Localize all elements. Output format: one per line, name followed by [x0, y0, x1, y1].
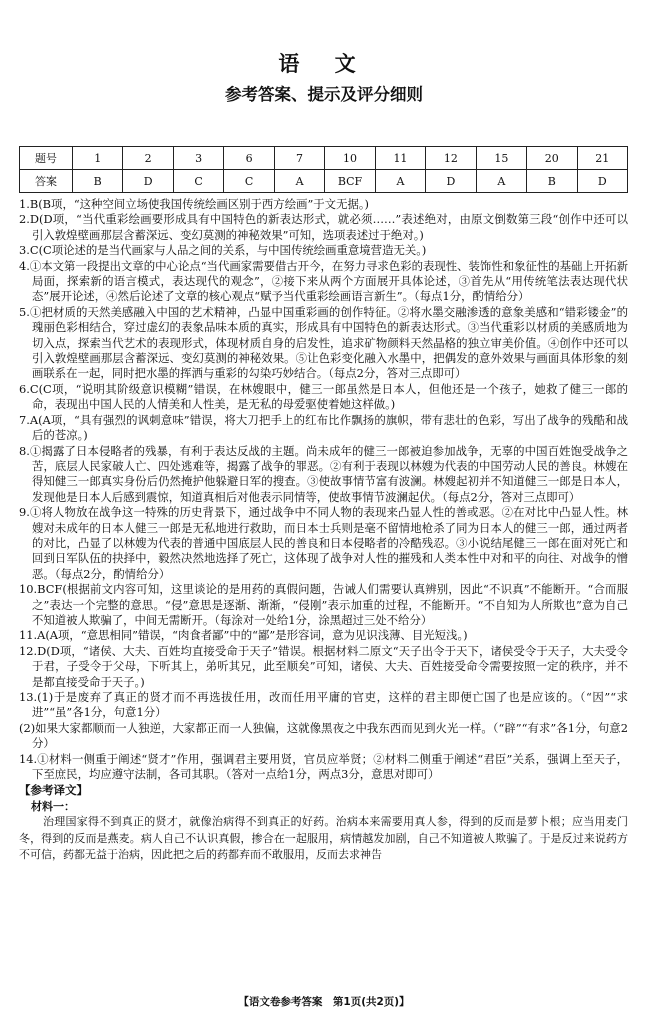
question-number-cell: 11 — [375, 147, 425, 170]
answer-cell: C — [224, 170, 274, 193]
answer-cell: D — [577, 170, 627, 193]
answer-item: 5.①把材质的天然美感融入中国的艺术精神，凸显中国重彩画的创作特征。②将水墨交融渗透的意象美感和“错彩镂金”的瑰丽色彩相结合，穿过虚幻的表象品味本质的真实，形成具有中国特色的新表达形式。③当代重彩以材质的美感质地为切入点，探索当代艺术的表现形式，体现材质自身的启发性，追求矿物颜料天然晶格的独立审美价值。④创作中还可以引入敦煌壁画那层含蓄深远、变幻莫测的神秘效果。⑤让色彩变化融入水墨中，把偶发的意外效果与画面具体形象的刻画联系在一起，同时把水墨的挥洒与重彩的勾染巧妙结合。（每点2分，答对三点即可） — [19, 304, 628, 381]
answer-item: 8.①揭露了日本侵略者的残暴，有利于表达反战的主题。尚未成年的健三一郎被迫参加战争，无辜的中国百姓饱受战争之苦，底层人民家破人亡、四处逃难等，揭露了战争的罪恶。②有利于表现以林嫂为代表的中国劳动人民的善良。林嫂在得知健三一郎真实身份后仍然掩护他躲避日军的搜查。③使故事情节富有波澜。林嫂起初并不知道健三一郎是日本人，发现他是日本人后感到震惊，知道真相后对他表示同情等，使故事情节波澜起伏。（每点2分，答对三点即可） — [19, 443, 628, 504]
question-number-cell: 1 — [73, 147, 123, 170]
answer-cell: B — [73, 170, 123, 193]
question-number-cell: 21 — [577, 147, 627, 170]
answer-item: 1.B(B项，“这种空间立场使我国传统绘画区别于西方绘画”于文无据。) — [19, 197, 369, 211]
answer-item: 3.C(C项论述的是当代画家与人品之间的关系，与中国传统绘画重意境营造无关。) — [19, 243, 427, 258]
answer-cell: A — [476, 170, 526, 193]
answer-cell: A — [274, 170, 324, 193]
answer-cell: C — [173, 170, 223, 193]
answer-item: 10.BCF(根据前文内容可知，这里谈论的是用药的真假问题，告诫人们需要认真辨别，因此“不识真”不能断开。“合而服之”表达一个完整的意思。“侵”意思是逐渐、渐渐，“侵刚”表示加重的过程，不能断开。“不自知为人所欺也”意为自己不知道被人欺骗了，中间无需断开。（每涂对一处给1分，涂黑超过三处不给分） — [19, 582, 628, 627]
answer-item: 7.A(A项，“具有强烈的讽刺意味”错误，将大刀把手上的红布比作飘扬的旗帜，带有悲壮的色彩，写出了战争的残酷和战后的苍凉。) — [19, 412, 628, 443]
answer-row — [20, 170, 628, 193]
page-subtitle: 参考答案、提示及评分细则 — [225, 85, 423, 104]
answer-cell: BCF — [325, 170, 375, 193]
question-number-cell: 12 — [426, 147, 476, 170]
answer-cell: B — [527, 170, 577, 193]
row-label-answer: 答案 — [20, 170, 73, 193]
answer-item: 14.①材料一侧重于阐述“贤才”作用，强调君主要用贤，官员应举贤；②材料二侧重于阐述“君臣”关系，强调上至天子，下至庶民，均应遵守法制，各司其职。（答对一点给1分，两点3分，意思对即可） — [19, 751, 628, 782]
answer-item: 6.C(C项，“说明其阶级意识模糊”错误，在林嫂眼中，健三一郎虽然是日本人，但他还是一个孩子，她救了健三一郎的命，表现出中国人民的人情美和人性美，是无私的母爱驱使着她这样做。) — [19, 381, 628, 412]
answer-item: 2.D(D项，“当代重彩绘画要形成具有中国特色的新表达形式，就必须……”表述绝对，由原文倒数第三段“创作中还可以引入敦煌壁画那层含蓄深远、变幻莫测的神秘效果”可知，选项表述过于绝对。) — [19, 212, 628, 242]
page-title: 语 文 — [278, 51, 370, 76]
translation-subheader: 材料一： — [31, 799, 75, 813]
answer-cell: A — [375, 170, 425, 193]
question-number-row — [20, 147, 628, 170]
question-number-cell: 15 — [476, 147, 526, 170]
answer-item: 11.A(A项，“意思相同”错误，“肉食者鄙”中的“鄙”是形容词，意为见识浅薄、目光短浅。) — [19, 628, 468, 643]
question-number-cell: 3 — [173, 147, 223, 170]
answer-table — [19, 146, 628, 193]
row-label-question: 题号 — [20, 147, 73, 170]
answer-explanations — [19, 197, 628, 864]
answer-cell: D — [426, 170, 476, 193]
answer-item: 4.①本文第一段提出文章的中心论点“当代画家需要借古开今，在努力寻求色彩的表现性、装饰性和象征性的基础上开拓新局面，探索新的语言模式，表达现代的观念”，②接下来从两个方面展开具体论述，③首先从“用传统笔法表达现代状态”展开论述，④然后论述了文章的核心观点“赋予当代重彩绘画语言新生”。（每点1分，酌情给分） — [19, 258, 629, 304]
answer-item: 12.D(D项，“诸侯、大夫、百姓均直接受命于天子”错误。根据材料二原文“天子出令于天下，诸侯受令于天子，大夫受令于君，子受令于父母，下听其上，弟听其兄，此至顺矣”可知，诸侯、大夫、百姓接受命令需要按照一定的秩序，并不是都直接受命于天子。) — [19, 643, 628, 689]
question-number-cell: 20 — [527, 147, 577, 170]
answer-cell: D — [123, 170, 173, 193]
answer-item: 13.(1)于是废弃了真正的贤才而不再选拔任用，改而任用平庸的官吏，这样的君主即便亡国了也是应该的。（“因”“求进”“虽”各1分，句意1分） — [19, 690, 628, 720]
translation-text: 治理国家得不到真正的贤才，就像治病得不到真正的好药。治病本来需要用真人参，得到的反而是萝卜根；应当用麦门冬，得到的反而是燕麦。病人自己不认识真假，掺合在一起服用，病情越发加剧，自己不知道被人欺骗了。于是反过来说药方不可信，药都无益于治病，因此把之后的药都弃而不敢服用，反而去求神告 — [19, 815, 628, 862]
translation-header: 【参考译文】 — [19, 783, 88, 798]
answer-item-part: (2)如果大家都顺而一人独逆，大家都正而一人独偏，这就像黑夜之中我东西而见到火光一样。（“辟”“有求”各1分，句意2分） — [19, 720, 628, 751]
page-footer: 【语文卷参考答案 第1页(共2页)】 — [238, 996, 410, 1008]
question-number-cell: 10 — [325, 147, 375, 170]
question-number-cell: 2 — [123, 147, 173, 170]
answer-item: 9.①将人物放在战争这一特殊的历史背景下，通过战争中不同人物的表现来凸显人性的善或恶。②在对比中凸显人性。林嫂对未成年的日本人健三一郎是无私地进行救助，而日本士兵则是毫不留情地枪杀了同为日本人的健三一郎，通过两者的对比，凸显了以林嫂为代表的普通中国底层人民的善良和日本侵略者的冷酷残忍。③小说结尾健三一郎在面对死亡和回到日军队伍的抉择中，毅然决然地选择了死亡，这体现了战争对人性的摧残和人类本性中对和平的向往、对战争的憎恶。（每点2分，酌情给分） — [19, 505, 628, 581]
question-number-cell: 6 — [224, 147, 274, 170]
question-number-cell: 7 — [274, 147, 324, 170]
